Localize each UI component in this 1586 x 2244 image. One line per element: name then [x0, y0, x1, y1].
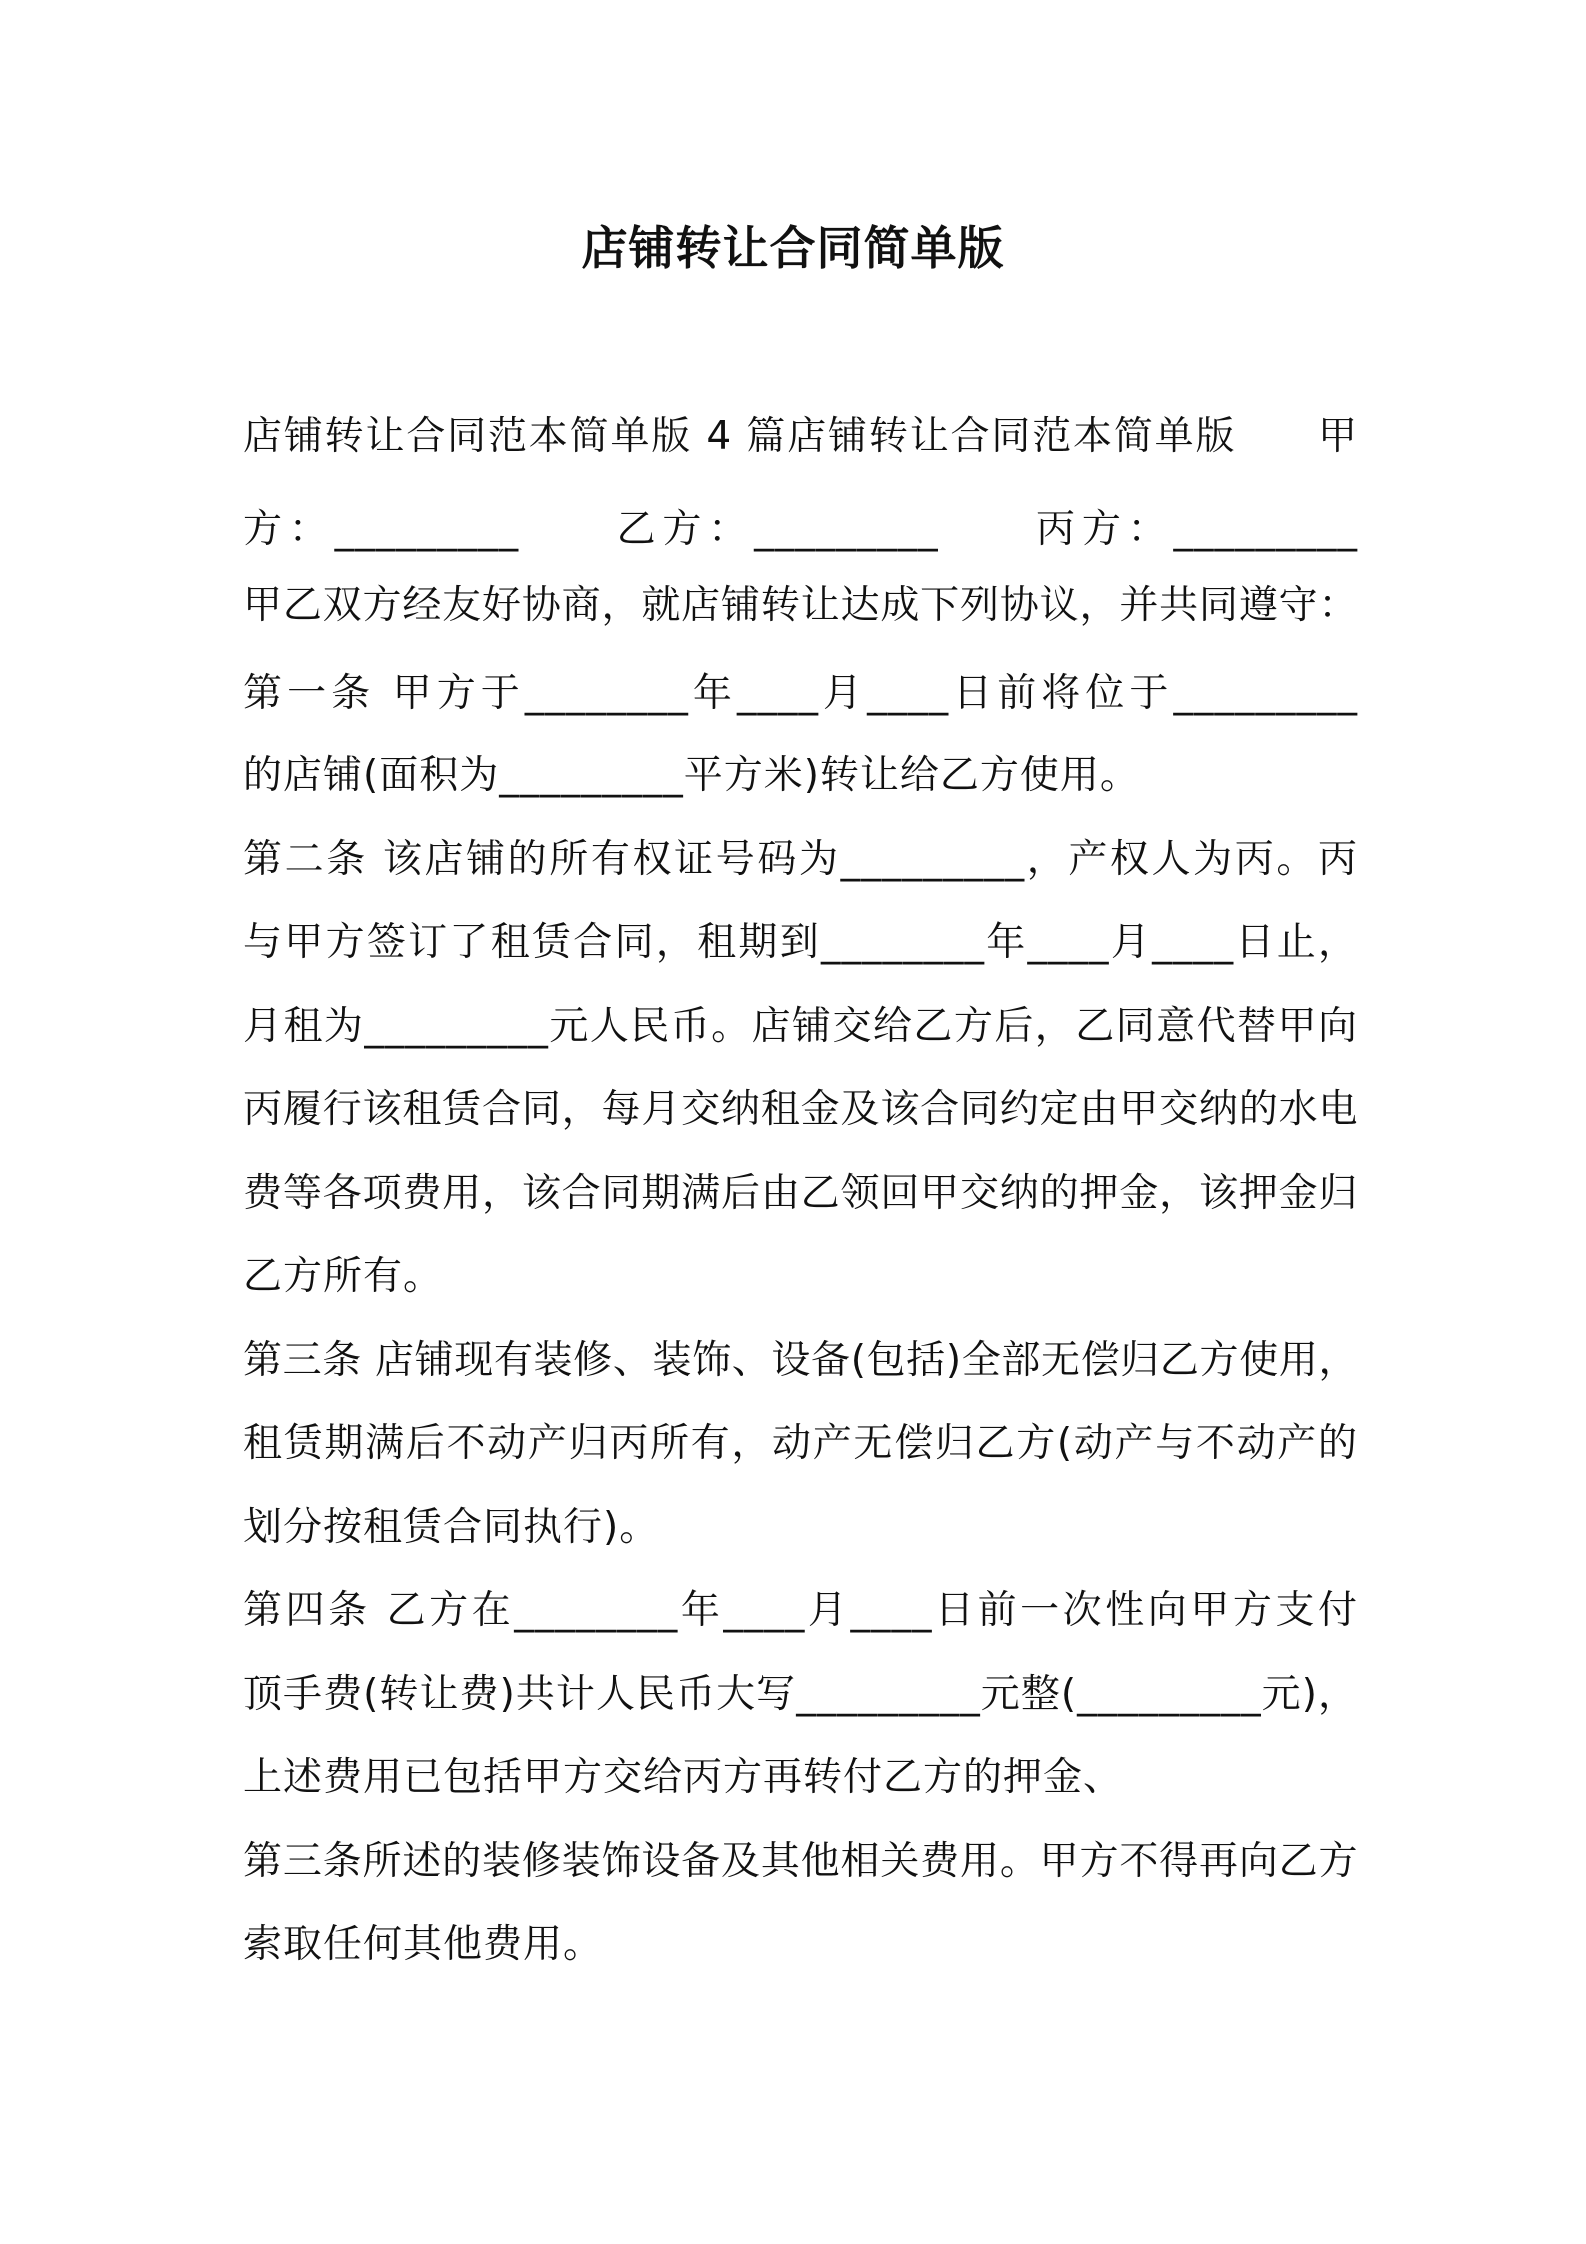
article-2-line-6: 乙方所有。 [243, 1254, 444, 1299]
text-line-3: 甲乙双方经友好协商，就店铺转让达成下列协议，并共同遵守： [243, 583, 1358, 628]
article-4-line-3: 上述费用已包括甲方交给丙方再转付乙方的押金、 [243, 1755, 1124, 1800]
article-2-line-4: 丙履行该租赁合同，每月交纳租金及该合同约定由甲交纳的水电 [243, 1087, 1358, 1132]
text-line-2: 方：_________ 乙方：_________ 丙方：_________ [243, 507, 1358, 552]
article-2-line-5: 费等各项费用，该合同期满后由乙领回甲交纳的押金，该押金归 [243, 1171, 1358, 1216]
article-3-line-3: 划分按租赁合同执行)。 [243, 1505, 660, 1550]
article-4-line-5: 索取任何其他费用。 [243, 1922, 604, 1967]
article-3-line-1: 第三条 店铺现有装修、装饰、设备(包括)全部无偿归乙方使用， [243, 1338, 1358, 1383]
article-2-line-1: 第二条 该店铺的所有权证号码为_________，产权人为丙。丙 [243, 837, 1358, 882]
article-3-line-2: 租赁期满后不动产归丙所有，动产无偿归乙方(动产与不动产的 [243, 1421, 1358, 1466]
article-1-line-1: 第一条 甲方于________年____月____日前将位于_________ [243, 671, 1358, 716]
article-1-line-2: 的店铺(面积为_________平方米)转让给乙方使用。 [243, 753, 1140, 798]
article-2-line-2: 与甲方签订了租赁合同，租期到________年____月____日止， [243, 920, 1358, 965]
document-title: 店铺转让合同简单版 [581, 221, 1005, 275]
article-2-line-3: 月租为_________元人民币。店铺交给乙方后，乙同意代替甲向 [243, 1004, 1358, 1049]
article-4-line-2: 顶手费(转让费)共计人民币大写_________元整(_________元)， [243, 1672, 1358, 1717]
text-line-1: 店铺转让合同范本简单版 4 篇店铺转让合同范本简单版 甲 [243, 414, 1358, 459]
article-4-line-4: 第三条所述的装修装饰设备及其他相关费用。甲方不得再向乙方 [243, 1839, 1358, 1884]
article-4-line-1: 第四条 乙方在________年____月____日前一次性向甲方支付 [243, 1588, 1358, 1633]
